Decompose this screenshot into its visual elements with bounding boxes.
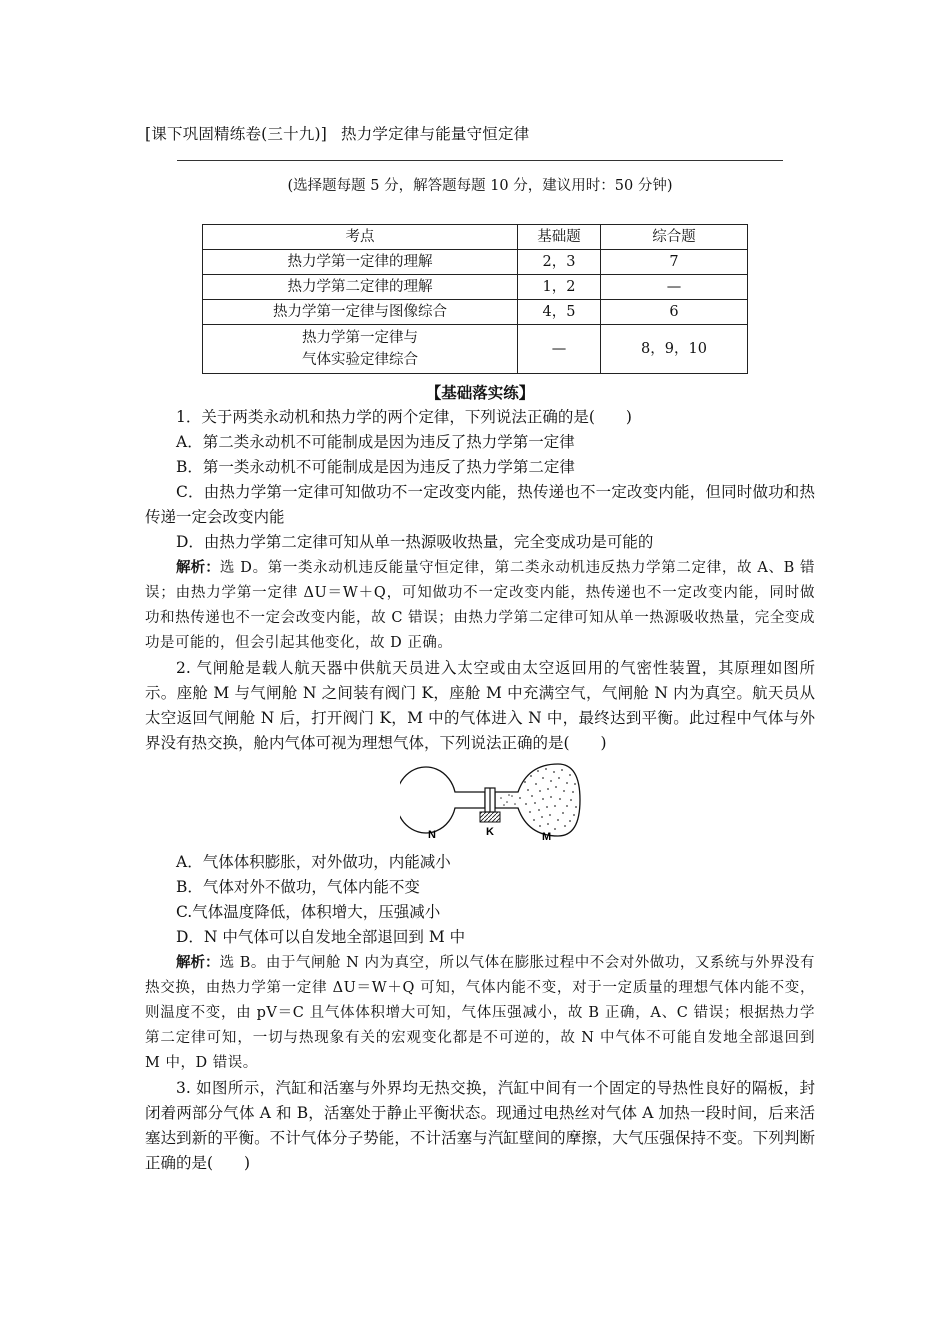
q2-option-d: D．N 中气体可以自发地全部退回到 M 中 — [176, 928, 466, 946]
table-header: 考点 — [203, 225, 518, 250]
cabin-n-shape — [400, 767, 485, 833]
q2-analysis — [145, 950, 815, 1076]
q1-option-b: B．第一类永动机不可能制成是因为违反了热力学第二定律 — [176, 458, 575, 476]
cell-line: 气体实验定律综合 — [302, 352, 418, 368]
doc-title — [145, 122, 815, 144]
q2-option-a: A．气体体积膨胀，对外做功，内能减小 — [176, 853, 451, 871]
table-cell: 热力学第一定律与图像综合 — [203, 300, 518, 325]
airlock-figure — [400, 762, 590, 842]
q2-option-c: C.气体温度降低，体积增大，压强减小 — [176, 903, 441, 921]
table-cell: 8，9，10 — [601, 325, 748, 374]
valve-base — [480, 812, 500, 822]
table-cell: 7 — [601, 250, 748, 275]
analysis-label: 解析： — [176, 954, 220, 971]
table-header: 综合题 — [601, 225, 748, 250]
series-label: [课下巩固精练卷(三十九)] — [145, 125, 327, 143]
table-row — [203, 250, 748, 275]
question-3-stem: 3. 如图所示，汽缸和活塞与外界均无热交换，汽缸中间有一个固定的导热性良好的隔板，封闭着两部分气体 A 和 B，活塞处于静止平衡状态。现通过电热丝对气体 A 加热一段时间，后来活塞达到新的平衡。不计气体分子势能，不计活塞与汽缸壁间的摩擦，大气压强保持不变。下列判断正确的是( ) — [145, 1079, 815, 1172]
table-cell — [203, 325, 518, 374]
q1-analysis — [145, 555, 815, 656]
table-cell: 1，2 — [518, 275, 601, 300]
q1-option-a: A．第二类永动机不可能制成是因为违反了热力学第一定律 — [176, 433, 575, 451]
table-cell: — — [518, 325, 601, 374]
label-n: N — [428, 829, 436, 841]
topic-table — [202, 224, 748, 374]
table-cell: 热力学第二定律的理解 — [203, 275, 518, 300]
label-k: K — [486, 826, 494, 838]
questions — [145, 380, 815, 1176]
table-row — [203, 275, 748, 300]
q1-option-d: D．由热力学第二定律可知从单一热源吸收热量，完全变成功是可能的 — [176, 533, 654, 551]
q2-option-b: B．气体对外不做功，气体内能不变 — [176, 878, 420, 896]
cabin-m-shape — [495, 764, 580, 836]
q1-option-c: C．由热力学第一定律可知做功不一定改变内能，热传递也不一定改变内能，但同时做功和热传递一定会改变内能 — [145, 483, 815, 526]
table-cell: 2，3 — [518, 250, 601, 275]
question-1-stem: 1．关于两类永动机和热力学的两个定律，下列说法正确的是( ) — [176, 408, 632, 426]
document-page — [145, 122, 816, 1172]
table-row — [203, 325, 748, 374]
analysis-label: 解析： — [176, 559, 220, 576]
section-heading: 【基础落实练】 — [425, 383, 535, 402]
table-header: 基础题 — [518, 225, 601, 250]
table-cell: — — [601, 275, 748, 300]
table-cell: 4，5 — [518, 300, 601, 325]
analysis-text: 选 B。由于气闸舱 N 内为真空，所以气体在膨胀过程中不会对外做功，又系统与外界没有热交换，由热力学第一定律 ΔU＝W＋Q 可知，气体内能不变，对于一定质量的理想气体内能不变，则温度不变，由 pV＝C 且气体体积增大可知，气体压强减小，故 B 正确，A、C 错误；根据热力学第二定律可知，一切与热现象有关的宏观变化都是不可逆的，故 N 中气体不可能自发地全部退回到 M 中，D 错误。 — [145, 955, 815, 1071]
question-2-stem: 2. 气闸舱是载人航天器中供航天员进入太空或由太空返回用的气密性装置，其原理如图所示。座舱 M 与气闸舱 N 之间装有阀门 K，座舱 M 中充满空气，气闸舱 N 内为真空。航天员从太空返回气闸舱 N 后，打开阀门 K，M 中的气体进入 N 中，最终达到平衡。此过程中气体与外界没有热交换，舱内气体可视为理想气体，下列说法正确的是( ) — [145, 659, 815, 752]
table-cell: 6 — [601, 300, 748, 325]
title-divider — [177, 160, 783, 161]
cell-line: 热力学第一定律与 — [302, 330, 418, 346]
table-header-row — [203, 225, 748, 250]
table-row — [203, 300, 748, 325]
topic-title: 热力学定律与能量守恒定律 — [341, 125, 530, 143]
table-cell: 热力学第一定律的理解 — [203, 250, 518, 275]
analysis-text: 选 D。第一类永动机违反能量守恒定律，第二类永动机违反热力学第二定律，故 A、B 错误；由热力学第一定律 ΔU＝W＋Q，可知做功不一定改变内能，热传递也不一定改变内能，同时做功和热传递也不一定会改变内能，故 C 错误；由热力学第二定律可知从单一热源吸收热量，完全变成功是可能的，但会引起其他变化，故 D 正确。 — [145, 560, 816, 651]
time-note: (选择题每题 5 分，解答题每题 10 分，建议用时：50 分钟) — [287, 178, 673, 194]
label-m: M — [542, 831, 552, 842]
